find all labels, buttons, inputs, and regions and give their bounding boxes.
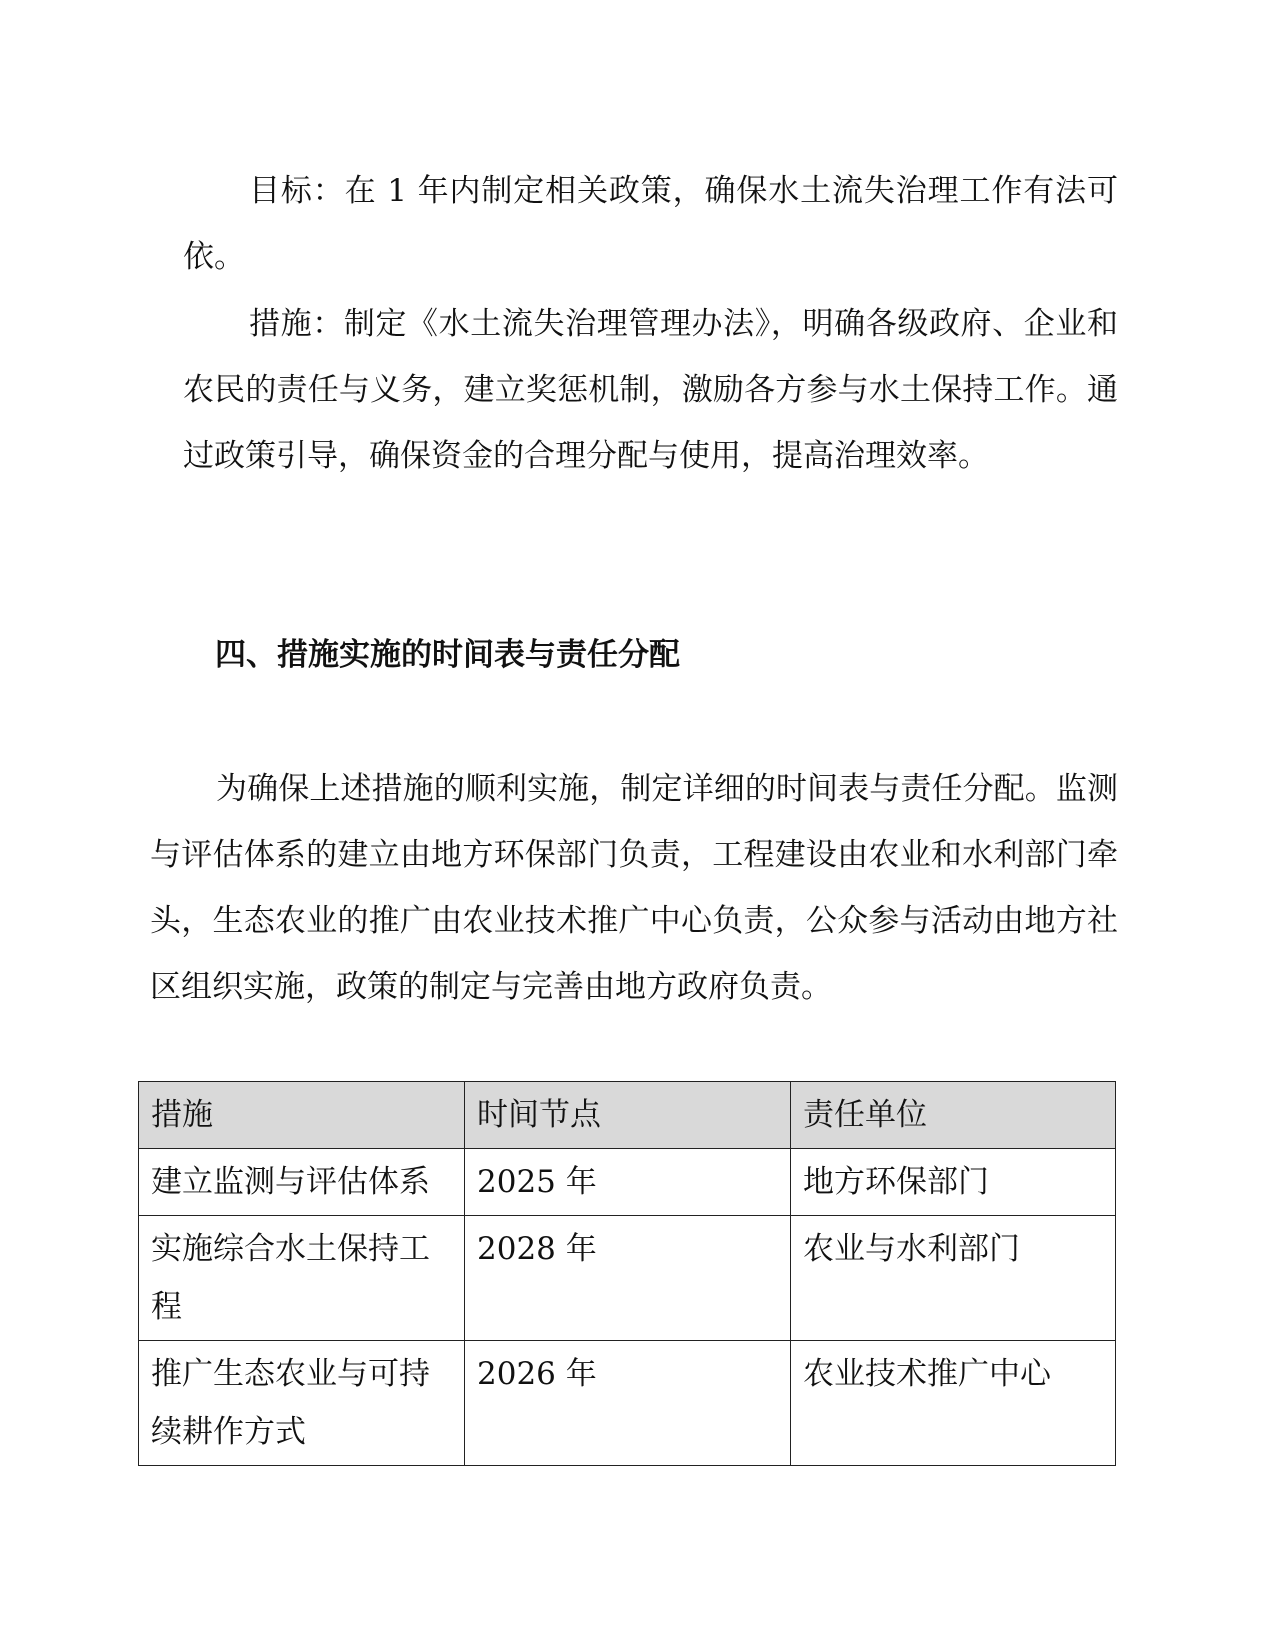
header-measure: 措施	[139, 1082, 465, 1149]
cell-unit: 农业技术推广中心	[791, 1341, 1116, 1466]
table-row	[139, 1216, 1116, 1341]
cell-measure: 实施综合水土保持工程	[139, 1216, 465, 1341]
measures-paragraph: 措施：制定《水土流失治理管理办法》，明确各级政府、企业和农民的责任与义务，建立奖惩机制，激励各方参与水土保持工作。通过政策引导，确保资金的合理分配与使用，提高治理效率。	[183, 306, 1118, 474]
intro-paragraph: 为确保上述措施的顺利实施，制定详细的时间表与责任分配。监测与评估体系的建立由地方环保部门负责，工程建设由农业和水利部门牵头，生态农业的推广由农业技术推广中心负责，公众参与活动由地方社区组织实施，政策的制定与完善由地方政府负责。	[150, 771, 1118, 1005]
cell-unit: 农业与水利部门	[791, 1216, 1116, 1341]
table-header-row	[139, 1082, 1116, 1149]
table-row	[139, 1341, 1116, 1466]
section-heading: 四、措施实施的时间表与责任分配	[215, 637, 680, 673]
cell-measure: 推广生态农业与可持续耕作方式	[139, 1341, 465, 1466]
header-unit: 责任单位	[791, 1082, 1116, 1149]
table-row	[139, 1149, 1116, 1216]
cell-time: 2025 年	[465, 1149, 791, 1216]
header-time: 时间节点	[465, 1082, 791, 1149]
cell-unit: 地方环保部门	[791, 1149, 1116, 1216]
goal-paragraph: 目标：在 1 年内制定相关政策，确保水土流失治理工作有法可依。	[183, 173, 1118, 275]
cell-time: 2028 年	[465, 1216, 791, 1341]
schedule-table	[138, 1081, 1116, 1466]
cell-measure: 建立监测与评估体系	[139, 1149, 465, 1216]
cell-time: 2026 年	[465, 1341, 791, 1466]
